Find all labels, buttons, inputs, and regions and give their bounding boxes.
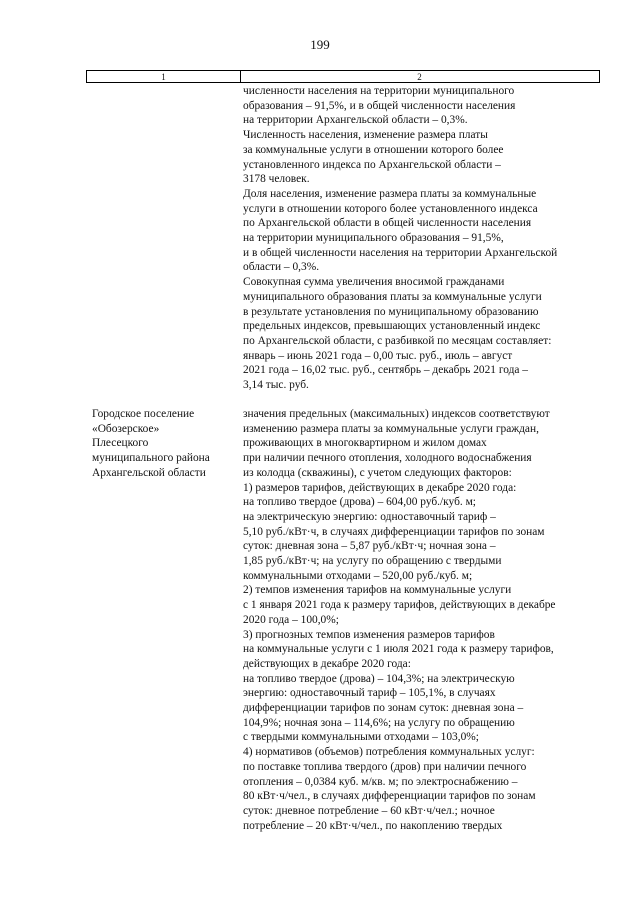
text-line: 1,85 руб./кВт·ч; на услугу по обращению с твердыми: [243, 555, 502, 568]
text-line: муниципального района: [92, 452, 210, 465]
text-line: в результате установления по муниципальному образованию: [243, 305, 539, 318]
text-line: суток: дневная зона – 5,87 руб./кВт·ч; ночная зона –: [243, 540, 496, 553]
text-line: изменению размера платы за коммунальные услуги граждан,: [243, 422, 539, 435]
text-line: по Архангельской области в общей численности населения: [243, 217, 532, 230]
text-line: Архангельской области: [92, 466, 206, 479]
text-line: январь – июнь 2021 года – 0,00 тыс. руб., июль – август: [243, 349, 513, 362]
page-number: 199: [310, 37, 330, 52]
text-line: Совокупная сумма увеличения вносимой гражданами: [243, 276, 505, 289]
text-line: на территории Архангельской области – 0,3%.: [243, 114, 468, 127]
text-line: 104,9%; ночная зона – 114,6%; на услугу по обращению: [243, 716, 515, 729]
text-line: численности населения на территории муниципального: [243, 85, 515, 97]
text-line: за коммунальные услуги в отношении которого более: [243, 143, 504, 156]
text-line: энергию: одноставочный тариф – 105,1%, в случаях: [243, 687, 496, 700]
text-line: Доля населения, изменение размера платы за коммунальные: [243, 187, 537, 200]
text-line: 1) размеров тарифов, действующих в декабре 2020 года:: [243, 481, 517, 494]
text-line: предельных индексов, превышающих установленный индекс: [243, 320, 541, 333]
text-line: с 1 января 2021 года к размеру тарифов, действующих в декабре: [243, 599, 556, 612]
table-header-col2: 2: [417, 72, 422, 82]
text-line: услуги в отношении которого более установленного индекса: [243, 202, 538, 215]
text-line: Плесецкого: [92, 437, 149, 450]
text-line: проживающих в многоквартирном и жилом домах: [243, 437, 487, 450]
table-header-col1: 1: [161, 72, 166, 82]
text-line: 4) нормативов (объемов) потребления коммунальных услуг:: [243, 746, 535, 759]
text-line: 3) прогнозных темпов изменения размеров тарифов: [243, 628, 495, 641]
text-line: 2) темпов изменения тарифов на коммунальные услуги: [243, 584, 512, 597]
text-line: образования – 91,5%, и в общей численности населения: [243, 99, 516, 112]
text-line: потребление – 20 кВт·ч/чел., по накоплению твердых: [243, 819, 503, 832]
text-line: на топливо твердое (дрова) – 604,00 руб./куб. м;: [243, 496, 476, 509]
text-line: из колодца (скважины), с учетом следующих факторов:: [243, 466, 512, 479]
text-line: муниципального образования платы за коммунальные услуги: [243, 290, 542, 303]
text-line: 3178 человек.: [243, 173, 310, 186]
text-line: 2020 года – 100,0%;: [243, 613, 339, 626]
text-line: коммунальными отходами – 520,00 руб./куб. м;: [243, 569, 473, 582]
text-line: на топливо твердое (дрова) – 104,3%; на электрическую: [243, 672, 515, 685]
text-line: на коммунальные услуги с 1 июля 2021 года к размеру тарифов,: [243, 643, 554, 656]
text-line: установленного индекса по Архангельской области –: [243, 158, 501, 171]
text-line: 80 кВт·ч/чел., в случаях дифференциации тарифов по зонам: [243, 790, 536, 803]
text-line: при наличии печного отопления, холодного водоснабжения: [243, 452, 532, 465]
text-line: 2021 года – 16,02 тыс. руб., сентябрь – декабрь 2021 года –: [243, 364, 528, 377]
text-line: значения предельных (максимальных) индексов соответствуют: [243, 408, 550, 420]
text-line: действующих в декабре 2020 года:: [243, 657, 411, 670]
text-line: по поставке топлива твердого (дров) при наличии печного: [243, 760, 527, 773]
text-line: суток: дневное потребление – 60 кВт·ч/чел.; ночное: [243, 804, 495, 817]
text-line: 5,10 руб./кВт·ч, в случаях дифференциации тарифов по зонам: [243, 525, 545, 538]
text-line: Численность населения, изменение размера платы: [243, 129, 488, 142]
text-line: дифференциации тарифов по зонам суток: дневная зона –: [243, 702, 524, 715]
text-line: с твердыми коммунальными отходами – 103,0%;: [243, 731, 479, 744]
text-line: «Обозерское»: [92, 422, 160, 435]
text-line: на территории муниципального образования – 91,5%,: [243, 232, 504, 245]
text-line: по Архангельской области, с разбивкой по месяцам составляет:: [243, 334, 552, 347]
table-header-row: [86, 70, 600, 83]
block1-text: [243, 84, 603, 393]
municipality-name: [92, 407, 237, 481]
block2-text: [243, 407, 603, 833]
text-line: на электрическую энергию: одноставочный тариф –: [243, 510, 496, 523]
text-line: области – 0,3%.: [243, 261, 320, 274]
text-line: 3,14 тыс. руб.: [243, 379, 309, 392]
text-line: Городское поселение: [92, 408, 195, 420]
text-line: отопления – 0,0384 куб. м/кв. м; по электроснабжению –: [243, 775, 518, 788]
text-line: и в общей численности населения на территории Архангельской: [243, 246, 558, 259]
